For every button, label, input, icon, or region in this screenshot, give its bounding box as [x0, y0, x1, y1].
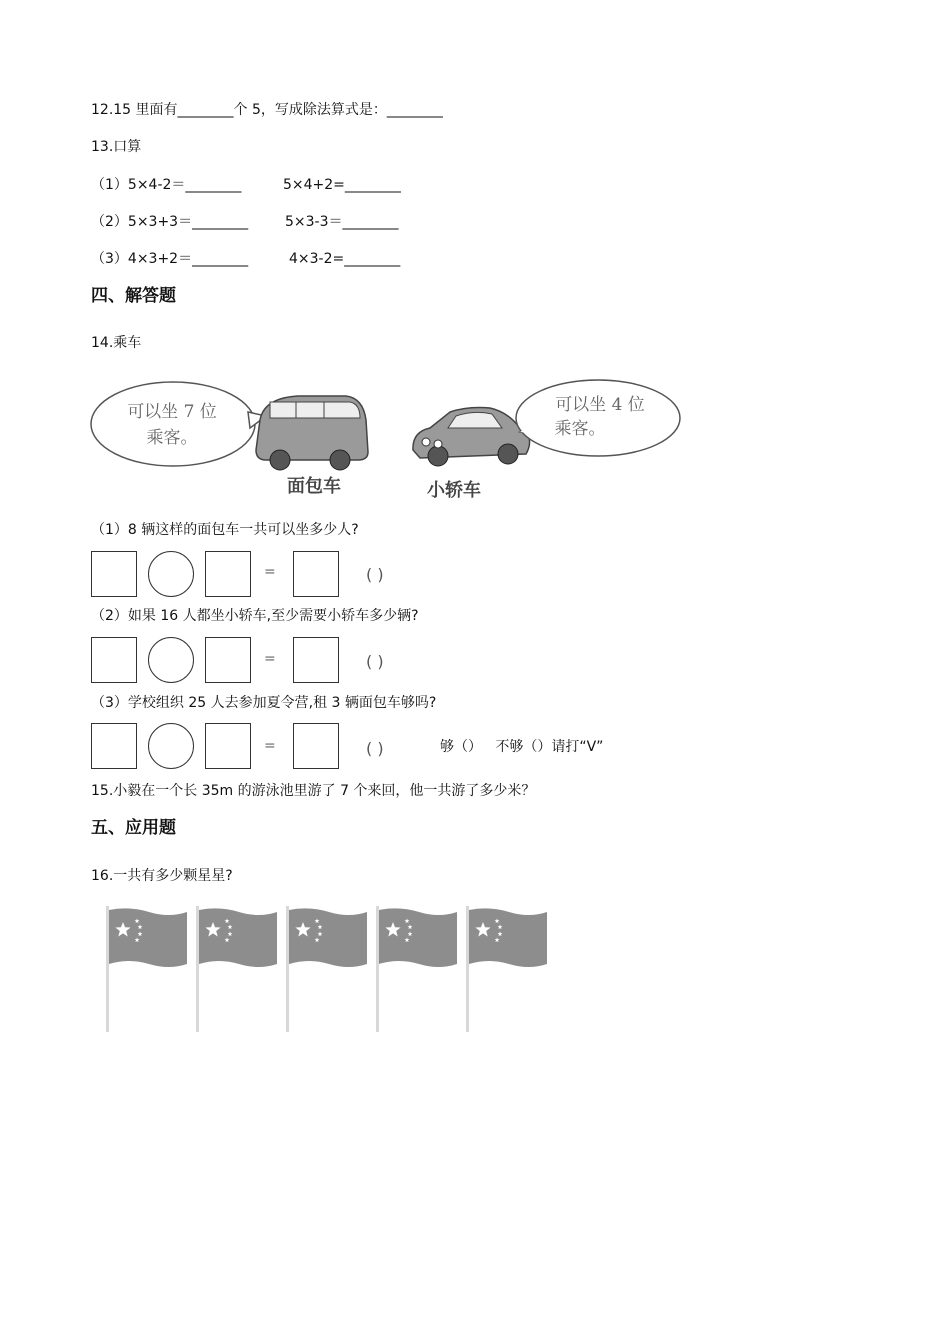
answer-box[interactable]	[293, 551, 339, 597]
question-15: 15.小毅在一个长 35m 的游泳池里游了 7 个来回，他一共游了多少米？	[91, 783, 536, 799]
section-5-heading: 五、应用题	[91, 818, 176, 838]
calc-row-1-left: （1）5×4-2＝________	[91, 177, 242, 193]
flag-icon	[106, 906, 187, 1032]
flag-cloth	[199, 908, 277, 967]
answer-box[interactable]	[91, 637, 137, 683]
flag-icon	[376, 906, 457, 1032]
answer-box[interactable]	[91, 551, 137, 597]
question-16-title: 16.一共有多少颗星星?	[91, 868, 233, 884]
equals-sign: =	[264, 564, 276, 580]
flag-pole	[286, 906, 289, 1032]
answer-box[interactable]	[293, 637, 339, 683]
car-label: 小轿车	[427, 480, 481, 501]
calc-row-2-right: 5×3-3＝________	[285, 214, 399, 230]
operator-circle[interactable]	[148, 637, 194, 683]
question-14-2: （2）如果 16 人都坐小轿车,至少需要小轿车多少辆?	[91, 608, 419, 624]
unit-parentheses[interactable]: ( )	[366, 652, 384, 671]
car-bubble-line-2: 乘客。	[554, 419, 606, 439]
flag-cloth	[469, 908, 547, 967]
calc-row-2-left: （2）5×3+3＝________	[91, 214, 249, 230]
answer-box[interactable]	[205, 637, 251, 683]
flag-icon	[286, 906, 367, 1032]
bus-bubble-line-2: 乘客。	[146, 428, 198, 448]
enough-check-note: 够（） 不够（）请打“V”	[440, 739, 604, 755]
unit-parentheses[interactable]: ( )	[366, 565, 384, 584]
car-icon	[413, 408, 530, 467]
flag-cloth	[289, 908, 367, 967]
flag-cloth	[379, 908, 457, 967]
question-13-title: 13.口算	[91, 139, 142, 155]
equals-sign: =	[264, 738, 276, 754]
calc-row-3-left: （3）4×3+2＝________	[91, 251, 249, 267]
car-speech-bubble	[516, 380, 680, 456]
bus-bubble-line-1: 可以坐 7 位	[127, 402, 217, 422]
section-4-heading: 四、解答题	[91, 286, 176, 306]
equals-sign: =	[264, 651, 276, 667]
flag-icon	[466, 906, 547, 1032]
flag-pole	[196, 906, 199, 1032]
flag-pole	[466, 906, 469, 1032]
bus-label: 面包车	[287, 476, 341, 497]
bus-speech-bubble	[91, 382, 255, 466]
question-14-title: 14.乘车	[91, 335, 142, 351]
car-bubble-line-1: 可以坐 4 位	[555, 395, 645, 415]
answer-box[interactable]	[205, 723, 251, 769]
minibus-icon	[256, 396, 368, 470]
question-12: 12.15 里面有________个 5，写成除法算式是：________	[91, 102, 443, 118]
flag-icon	[196, 906, 277, 1032]
calc-row-1-right: 5×4+2=________	[283, 177, 401, 193]
flag-pole	[106, 906, 109, 1032]
unit-parentheses[interactable]: ( )	[366, 739, 384, 758]
question-14-1: （1）8 辆这样的面包车一共可以坐多少人?	[91, 522, 359, 538]
question-14-3: （3）学校组织 25 人去参加夏令营,租 3 辆面包车够吗?	[91, 695, 437, 711]
operator-circle[interactable]	[148, 723, 194, 769]
operator-circle[interactable]	[148, 551, 194, 597]
calc-row-3-right: 4×3-2=________	[289, 251, 401, 267]
answer-box[interactable]	[293, 723, 339, 769]
vehicles-illustration	[88, 372, 688, 502]
flag-cloth	[109, 908, 187, 967]
flag-pole	[376, 906, 379, 1032]
flags-illustration	[100, 902, 560, 1034]
answer-box[interactable]	[91, 723, 137, 769]
answer-box[interactable]	[205, 551, 251, 597]
